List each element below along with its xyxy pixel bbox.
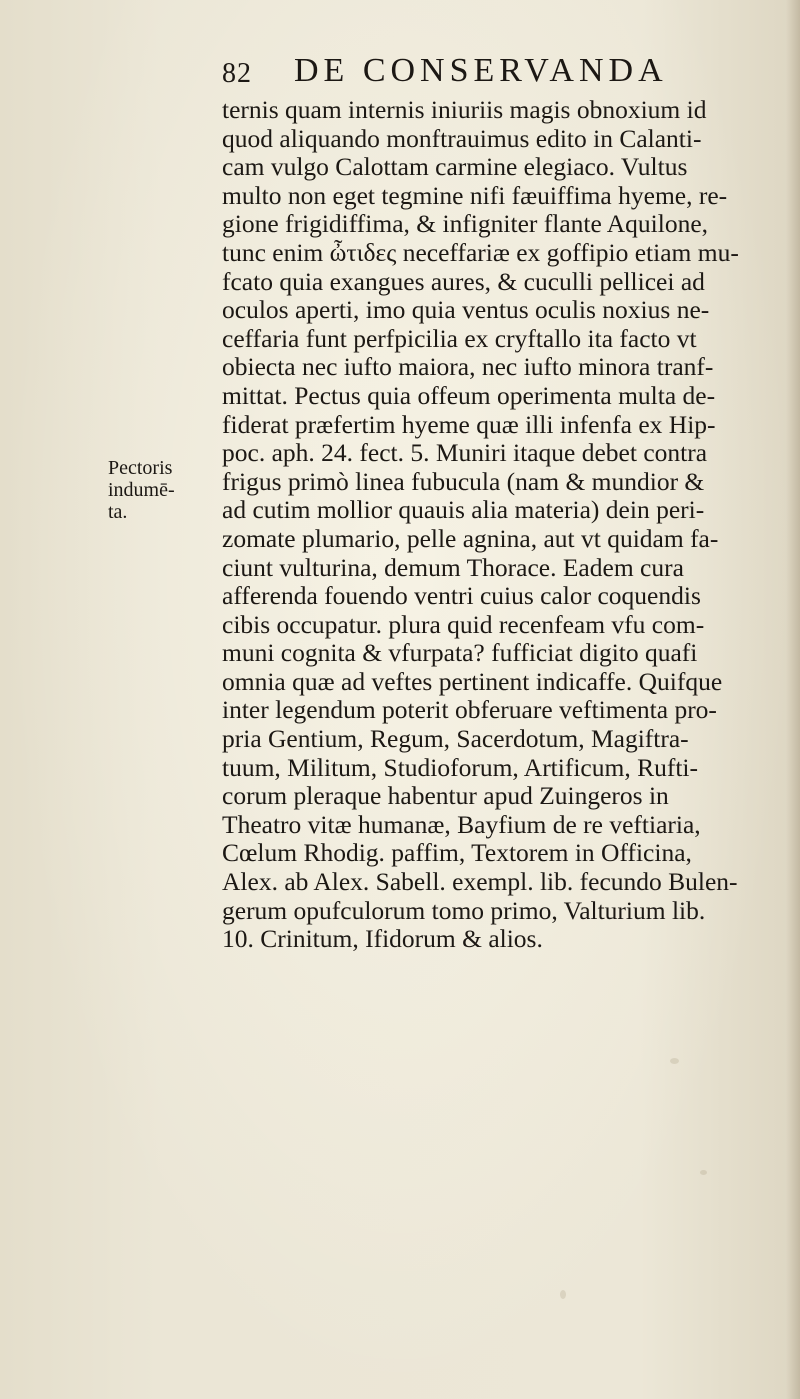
text-line: afferenda fouendo ventri cuius calor coquendis	[222, 581, 701, 611]
text-line: Alex. ab Alex. Sabell. exempl. lib. fecundo Bulen-	[222, 867, 738, 897]
page-header	[222, 52, 742, 92]
text-line: ceffaria funt perfpicilia ex cryftallo ita facto vt	[222, 323, 697, 353]
text-line: Theatro vitæ humanæ, Bayfium de re veftiaria,	[222, 809, 701, 839]
margin-note-line: ta.	[108, 501, 128, 523]
text-line: mittat. Pectus quia offeum operimenta multa de-	[222, 380, 716, 410]
text-line: Cœlum Rhodig. paffim, Textorem in Officina,	[222, 838, 692, 868]
page-edge-shadow	[786, 0, 800, 1399]
margin-note	[108, 457, 208, 523]
text-line: pria Gentium, Regum, Sacerdotum, Magiftra-	[222, 724, 689, 754]
text-line: poc. aph. 24. fect. 5. Muniri itaque debet contra	[222, 438, 708, 468]
margin-note-line: Pectoris	[108, 457, 173, 479]
page-number: 82	[222, 58, 252, 89]
text-line: gerum opufculorum tomo primo, Valturium lib.	[222, 895, 706, 925]
text-line: tunc enim ὦτιδες neceffariæ ex goffipio etiam mu-	[222, 237, 739, 267]
text-line: muni cognita & vfurpata? fufficiat digito quafi	[222, 638, 698, 668]
text-line: inter legendum poterit obferuare veftimenta pro-	[222, 695, 717, 725]
text-line: 10. Crinitum, Ifidorum & alios.	[222, 924, 543, 954]
text-line: oculos aperti, imo quia ventus oculis noxius ne-	[222, 295, 710, 325]
paper-stain	[700, 1170, 707, 1175]
text-line: multo non eget tegmine nifi fæuiffima hyeme, re-	[222, 180, 728, 210]
text-line: gione frigidiffima, & infigniter flante Aquilone,	[222, 209, 709, 239]
text-line: cam vulgo Calottam carmine elegiaco. Vultus	[222, 152, 688, 182]
text-line: fcato quia exangues aures, & cuculli pellicei ad	[222, 266, 705, 296]
text-line: omnia quæ ad veftes pertinent indicaffe. Quifque	[222, 666, 723, 696]
text-line: fiderat præfertim hyeme quæ illi infenfa ex Hip-	[222, 409, 716, 439]
text-line: ternis quam internis iniuriis magis obnoxium id	[222, 95, 707, 124]
text-line: ad cutim mollior quauis alia materia) dein peri-	[222, 495, 705, 525]
text-line: quod aliquando monftrauimus edito in Calanti-	[222, 123, 702, 153]
text-line: zomate plumario, pelle agnina, aut vt quidam fa-	[222, 523, 719, 553]
text-line: tuum, Militum, Studioforum, Artificum, Rufti-	[222, 752, 698, 782]
text-line: cibis occupatur. plura quid recenfeam vfu com-	[222, 609, 705, 639]
body-text	[222, 96, 782, 954]
text-line: ciunt vulturina, demum Thorace. Eadem cura	[222, 552, 684, 582]
paper-stain	[560, 1290, 566, 1299]
text-line: frigus primò linea fubucula (nam & mundior &	[222, 466, 705, 496]
margin-note-line: indumē-	[108, 479, 175, 501]
paper-stain	[670, 1058, 679, 1064]
running-title: DE CONSERVANDA	[294, 52, 668, 89]
text-line: corum pleraque habentur apud Zuingeros in	[222, 781, 669, 811]
text-line: obiecta nec iufto maiora, nec iufto minora tranf-	[222, 352, 714, 382]
